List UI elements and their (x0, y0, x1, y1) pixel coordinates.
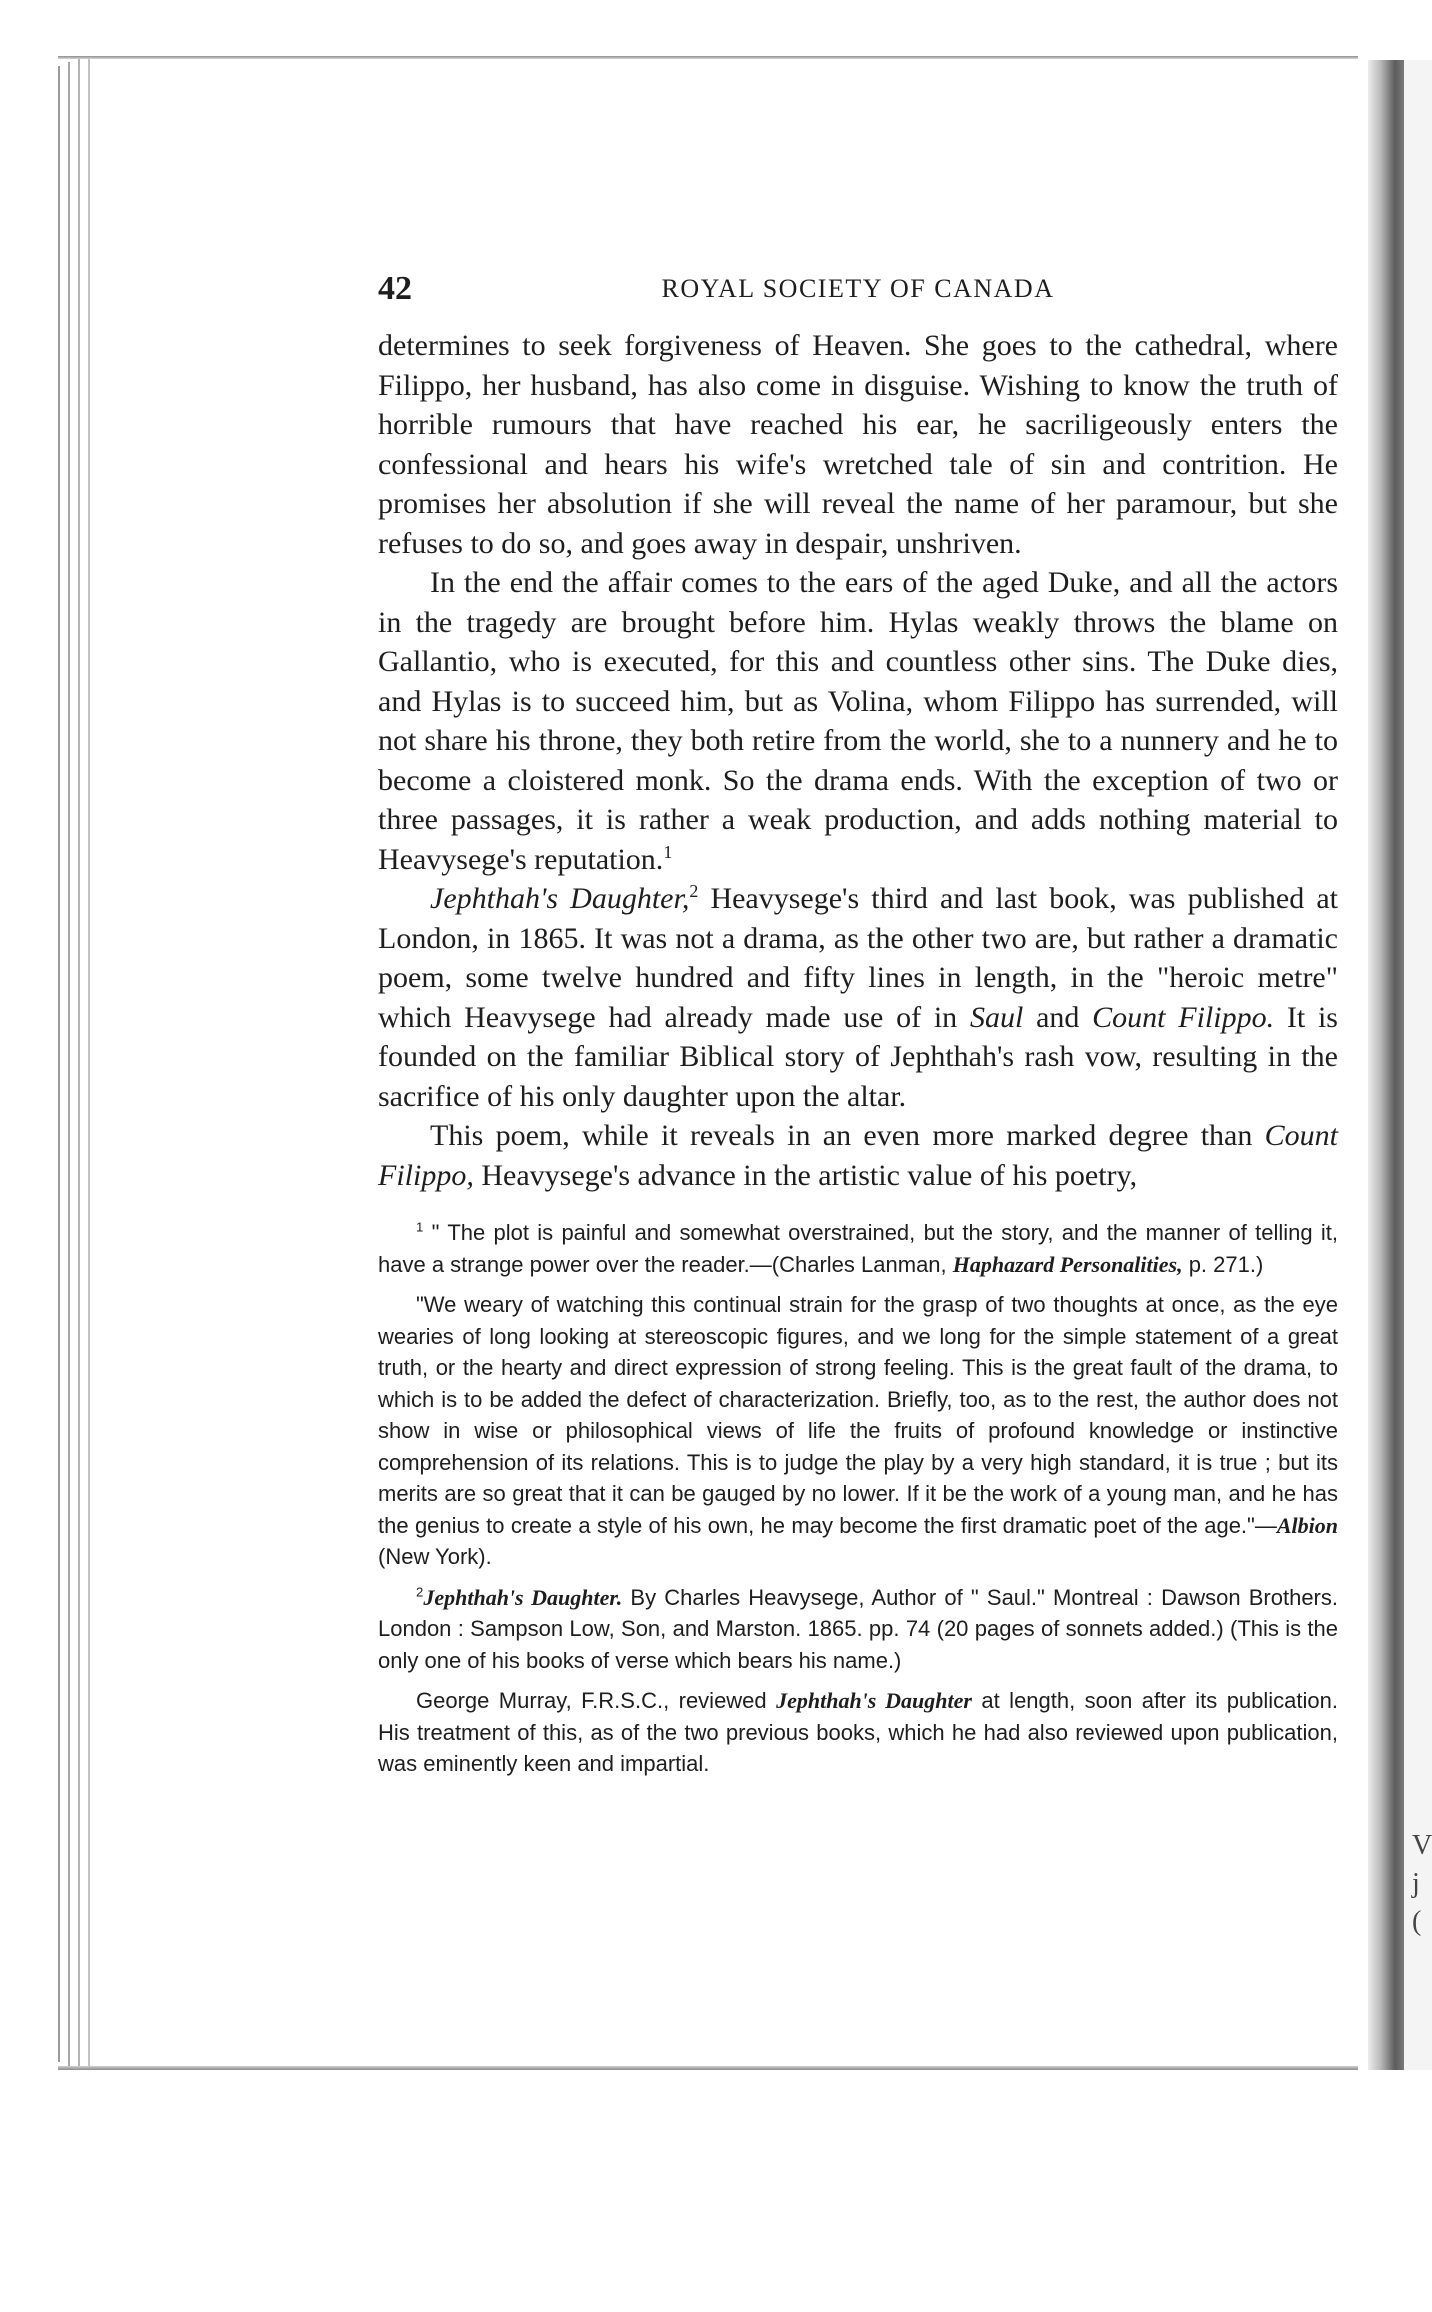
footnote-text: " The plot is painful and somewhat overstrained, but the story, and the manner of telling it, have a strange power over the reader.—(Charles Lanman, (378, 1220, 1338, 1277)
footnote (378, 1685, 1338, 1780)
paragraph-text: In the end the affair comes to the ears of the aged Duke, and all the actors in the tragedy are brought before him. Hylas weakly throws the blame on Gallantio, who is executed, for this and countless other sins. The Duke dies, and Hylas is to succeed him, but as Volina, whom Filippo has surrended, will not share his throne, they both retire from the world, she to a nunnery and he to become a cloistered monk. So the drama ends. With the exception of two or three passages, it is rather a weak production, and adds nothing material to Heavysege's reputation. (378, 566, 1338, 876)
page-top-edge (58, 56, 1358, 59)
page-edge (58, 66, 60, 2062)
paragraph-text: It is founded on the familiar Biblical story of Jephthah's rash vow, resulting in the sacrifice of his only daughter upon the altar. (378, 1000, 1338, 1113)
facing-page-fragment: V (1412, 1830, 1432, 1861)
main-text (378, 326, 1338, 1195)
page-edge (78, 58, 80, 2068)
book-gutter (1368, 60, 1404, 2070)
footnote (378, 1289, 1338, 1573)
footnotes (378, 1217, 1338, 1780)
book-title: Count Filippo. (1092, 1000, 1275, 1034)
paragraph-text: This poem, while it reveals in an even more marked degree than (430, 1119, 1265, 1152)
paragraph-text: determines to seek forgiveness of Heaven. She goes to the cathedral, where Filippo, her husband, has also come in disguise. Wishing to know the truth of horrible rumours that have reached his ear, he sacriligeously enters the confessional and hears his wife's wretched tale of sin and contrition. He promises her absolution if she will reveal the name of her paramour, but she refuses to do so, and goes away in despair, unshriven. (378, 329, 1338, 560)
book-page (378, 270, 1338, 1789)
footnote-text: George Murray, F.R.S.C., reviewed (416, 1688, 777, 1713)
footnote-text: p. 271.) (1182, 1251, 1264, 1277)
page-edge (88, 56, 90, 2070)
footnote-marker: 2 (416, 1584, 424, 1600)
facing-page-fragment: j (1412, 1868, 1420, 1899)
footnote-marker: 2 (689, 881, 699, 901)
source-title: Jephthah's Daughter. (423, 1584, 623, 1610)
facing-page-fragment: ( (1412, 1906, 1422, 1937)
paragraph-text: Heavysege's third and last book, was published at London, in 1865. It was not a drama, as the other two are, but rather a dramatic poem, some twelve hundred and fifty lines in length, in the "heroic metre" which Heavysege had already made use of in (378, 882, 1338, 1034)
book-title: Count Filippo, (378, 1119, 1338, 1192)
paragraph-text: and (1023, 1000, 1093, 1034)
book-title: Jephthah's Daughter, (430, 882, 690, 915)
paragraph (378, 1116, 1338, 1195)
facing-page-strip (1404, 60, 1432, 2070)
paragraph (378, 326, 1338, 563)
source-title: Haphazard Personalities, (952, 1251, 1183, 1277)
footnote (378, 1582, 1338, 1677)
page-header (378, 270, 1338, 310)
page-bottom-edge (58, 2066, 1358, 2070)
paragraph (378, 563, 1338, 879)
running-head: ROYAL SOCIETY OF CANADA (661, 274, 1055, 303)
footnote (378, 1217, 1338, 1280)
source-title: Jephthah's Daughter (776, 1688, 972, 1713)
footnote-text: (New York). (378, 1544, 492, 1569)
paragraph (378, 879, 1338, 1116)
footnote-marker: 1 (416, 1219, 424, 1235)
book-title: Saul (969, 1000, 1024, 1034)
footnote-text: By Charles Heavysege, Author of " Saul." Montreal : Dawson Brothers. London : Sampson Low, Son, and Marston. 1865. pp. 74 (20 pages of sonnets added.) (This is the only one of his books of verse which bears his name.) (378, 1584, 1338, 1673)
footnote-marker: 1 (663, 841, 673, 862)
source-title: Albion (1276, 1512, 1338, 1538)
paragraph-text: Heavysege's advance in the artistic value of his poetry, (473, 1158, 1138, 1192)
footnote-text: "We weary of watching this continual strain for the grasp of two thoughts at once, as the eye wearies of long looking at stereoscopic figures, and we long for the simple statement of a great truth, or the hearty and direct expression of strong feeling. This is the great fault of the drama, to which is to be added the defect of characterization. Briefly, too, as to the rest, the author does not show in wise or philosophical views of life the fruits of profound knowledge or instinctive comprehension of its relations. This is to judge the play by a very high standard, it is true ; but its merits are so great that it can be gauged by no lower. If it be the work of a young man, and he has the genius to create a style of his own, he may become the first dramatic poet of the age."— (378, 1292, 1338, 1538)
page-edge (68, 62, 70, 2066)
page-number: 42 (378, 270, 412, 307)
footnote-text: at length, soon after its publication. His treatment of this, as of the two previous books, which he had also reviewed upon publication, was eminently keen and impartial. (378, 1688, 1338, 1776)
